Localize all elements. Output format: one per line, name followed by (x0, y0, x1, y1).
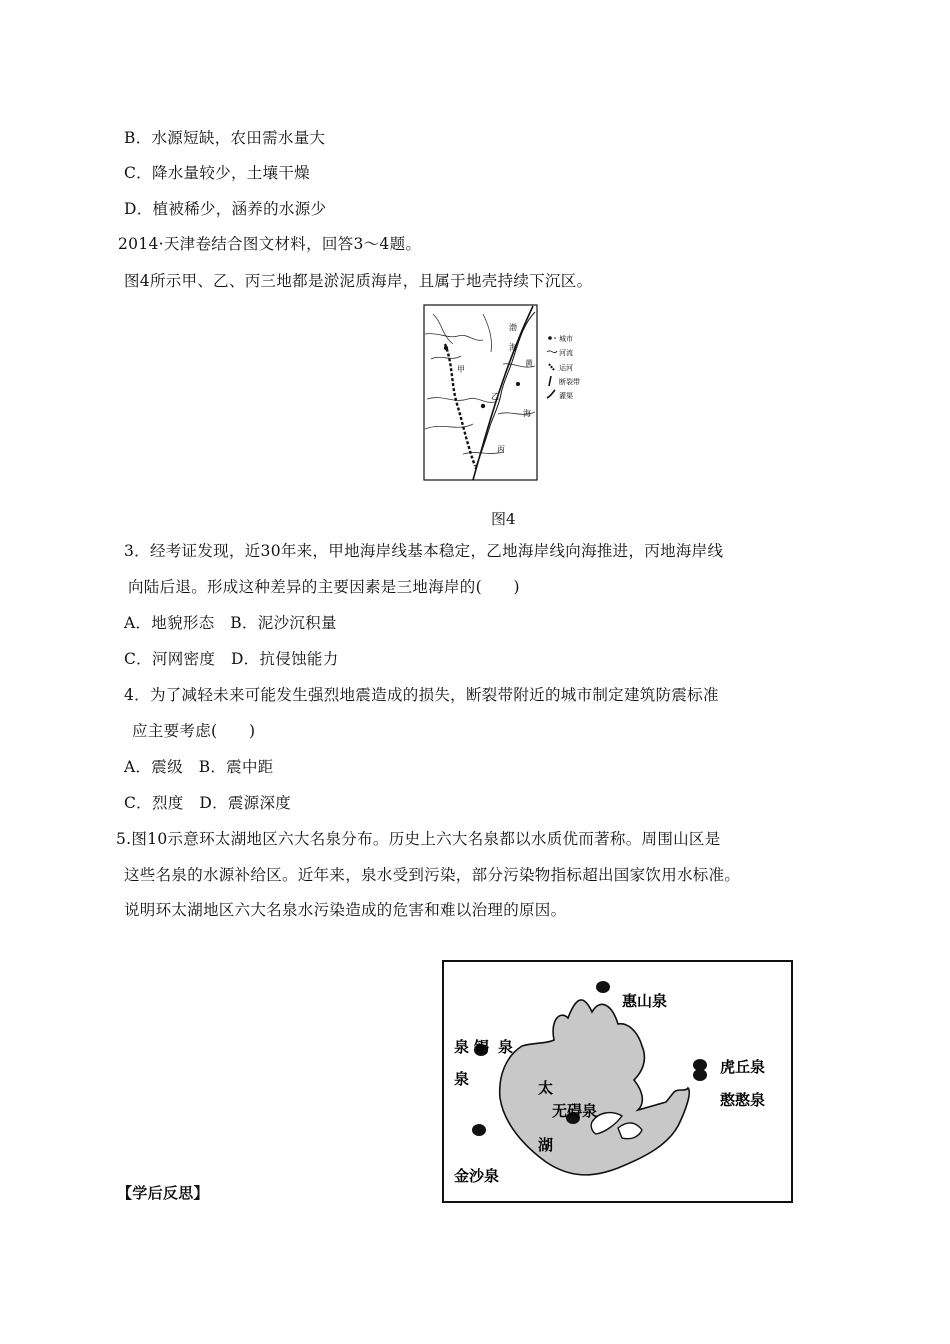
option-b: B．水源短缺，农田需水量大 (124, 129, 326, 147)
reflection-heading: 【学后反思】 (117, 1184, 209, 1202)
question3-options-ab: A．地貌形态 B．泥沙沉积量 (124, 614, 337, 632)
question3-options-cd: C．河网密度 D．抗侵蚀能力 (124, 650, 339, 668)
question5-line1: 5.图10示意环太湖地区六大名泉分布。历史上六大名泉都以水质优而著称。周围山区是 (116, 830, 721, 848)
label-jia: 甲 (457, 365, 465, 374)
label-bohai-2: 海 (509, 343, 517, 352)
label-yi: 乙 (491, 392, 499, 401)
svg-text:灌渠: 灌渠 (559, 392, 573, 400)
option-d: D．植被稀少，涵养的水源少 (124, 200, 327, 218)
question4-line2: 应主要考虑( ) (132, 722, 256, 740)
figure4-caption: 图4 (491, 510, 516, 528)
source-line: 2014·天津卷结合图文材料，回答3～4题。 (118, 235, 422, 253)
label-xi-quan-3: 泉 (454, 1070, 470, 1088)
svg-text:运河: 运河 (559, 364, 573, 372)
question4-options-ab: A．震级 B．震中距 (124, 758, 274, 776)
question4-line1: 4．为了减轻未来可能发生强烈地震造成的损失，断裂带附近的城市制定建筑防震标准 (124, 686, 719, 704)
figure4-map (423, 304, 585, 482)
option-c: C．降水量较少，土壤干燥 (124, 164, 310, 182)
figure4-intro: 图4所示甲、乙、丙三地都是淤泥质海岸，且属于地壳持续下沉区。 (124, 272, 593, 290)
label-hu: 湖 (538, 1136, 554, 1154)
figure10-map (442, 960, 794, 1204)
label-wuai: 无碍泉 (552, 1102, 598, 1120)
question5-line3: 说明环太湖地区六大名泉水污染造成的危害和难以治理的原因。 (124, 901, 567, 919)
spring-hanhan-dot (693, 1069, 707, 1081)
label-bohai-1: 渤 (509, 323, 517, 332)
svg-text:城市: 城市 (559, 335, 573, 343)
label-xi-quan-1: 泉 (454, 1038, 470, 1056)
spring-jinsha-dot (472, 1124, 486, 1136)
label-bing: 丙 (497, 445, 505, 454)
question5-line2: 这些名泉的水源补给区。近年来，泉水受到污染，部分污染物指标超出国家饮用水标准。 (124, 866, 741, 884)
figure4-legend (547, 334, 580, 400)
label-huishan: 惠山泉 (622, 992, 668, 1010)
svg-text:河流: 河流 (559, 349, 573, 357)
label-hai: 海 (523, 409, 531, 418)
label-huqiu: 虎丘泉 (720, 1058, 766, 1076)
label-hanhan: 憨憨泉 (720, 1091, 766, 1109)
label-xi-quan-2: 泉 (498, 1038, 514, 1056)
spring-huishan-dot (596, 981, 610, 993)
label-jinsha: 金沙泉 (454, 1167, 500, 1185)
question3-line2: 向陆后退。形成这种差异的主要因素是三地海岸的( ) (128, 578, 520, 596)
label-huang: 黄 (525, 359, 533, 368)
label-xi: 锡 (474, 1038, 490, 1056)
svg-text:断裂带: 断裂带 (559, 378, 580, 386)
question3-line1: 3．经考证发现，近30年来，甲地海岸线基本稳定，乙地海岸线向海推进，丙地海岸线 (124, 542, 724, 560)
question4-options-cd: C．烈度 D．震源深度 (124, 794, 292, 812)
label-tai: 太 (538, 1079, 554, 1097)
